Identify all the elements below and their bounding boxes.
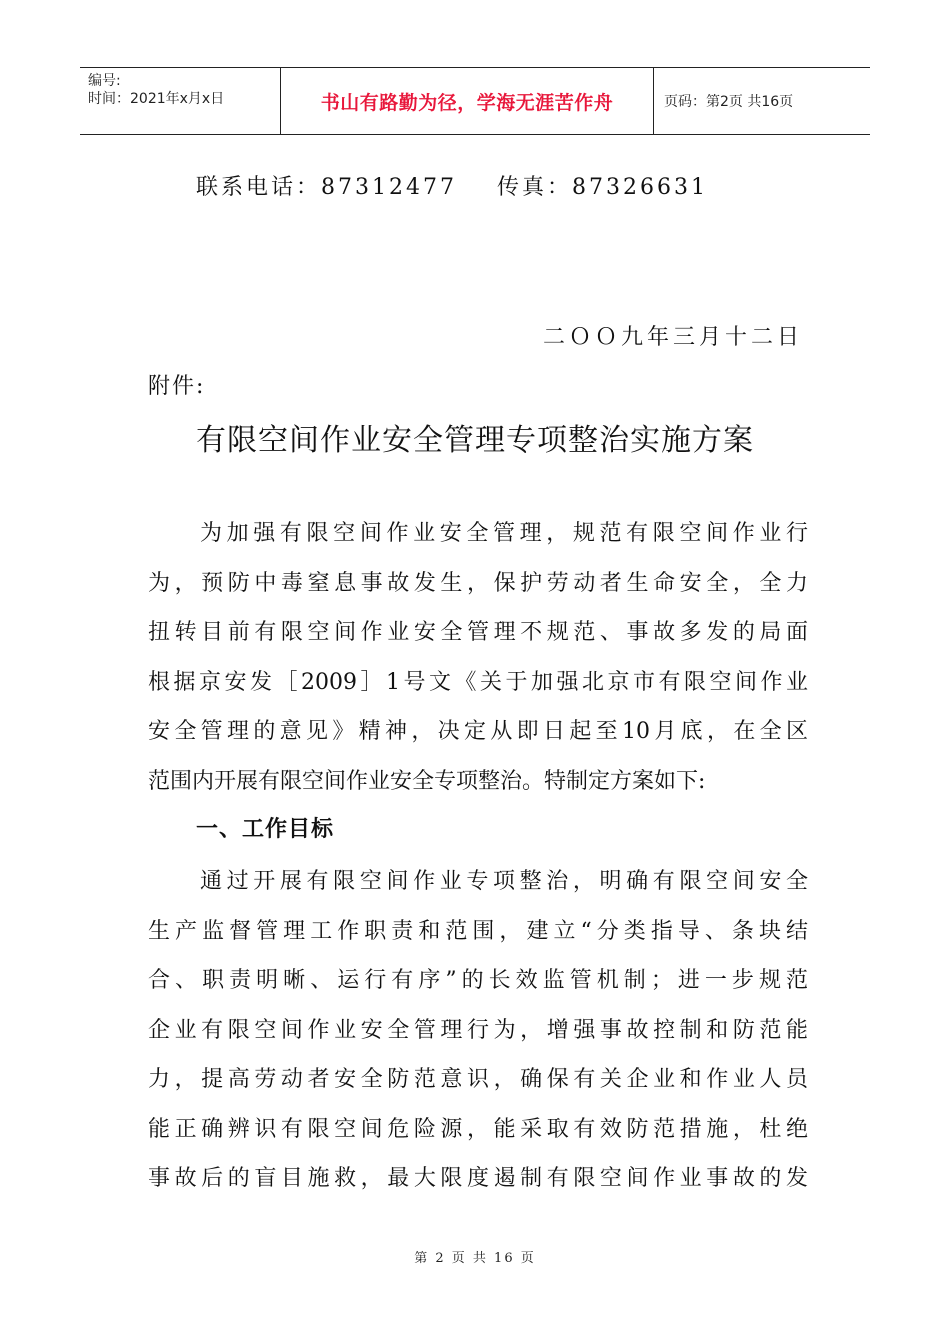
contact-phone: 联系电话：87312477 <box>196 175 457 200</box>
contact-fax: 传真：87326631 <box>496 175 708 200</box>
document-title: 有限空间作业安全管理专项整治实施方案 <box>196 423 754 458</box>
section1-line: 合、职责明晰、运行有序”的长效监管机制；进一步规范 <box>148 968 808 993</box>
intro-line: 根据京安发［2009］1号文《关于加强北京市有限空间作业 <box>148 669 808 695</box>
section1-paragraph <box>148 857 808 1204</box>
intro-line: 扭转目前有限空间作业安全管理不规范、事故多发的局面 <box>148 620 808 645</box>
section1-line: 生产监督管理工作职责和范围，建立“分类指导、条块结 <box>148 918 808 944</box>
header-motto: 书山有路勤为径，学海无涯苦作舟 <box>281 68 654 134</box>
number-label: 编号: <box>88 73 121 89</box>
intro-paragraph <box>148 509 808 806</box>
page-footer: 第 2 页 共 16 页 <box>414 1251 536 1266</box>
header-page-info: 页码：第2页 共16页 <box>664 94 794 110</box>
contact-line <box>196 170 708 201</box>
header-meta-cell <box>80 68 281 134</box>
intro-line: 为加强有限空间作业安全管理，规范有限空间作业行 <box>200 521 808 546</box>
time-label: 时间：2021年x月x日 <box>88 91 225 107</box>
document-date: 二ＯＯ九年三月十二日 <box>542 325 803 350</box>
section1-line: 企业有限空间作业安全管理行为，增强事故控制和防范能 <box>148 1017 808 1043</box>
intro-line: 安全管理的意见》精神，决定从即日起至10月底，在全区 <box>148 719 808 744</box>
section1-line: 事故后的盲目施救，最大限度遏制有限空间作业事故的发 <box>148 1166 808 1191</box>
header-table <box>80 67 870 135</box>
section1-line: 能正确辨识有限空间危险源，能采取有效防范措施，杜绝 <box>148 1116 808 1142</box>
intro-line: 为，预防中毒窒息事故发生，保护劳动者生命安全，全力 <box>148 570 808 596</box>
intro-line: 范围内开展有限空间作业安全专项整治。特制定方案如下: <box>148 768 706 794</box>
section1-line: 通过开展有限空间作业专项整治，明确有限空间安全 <box>200 869 808 894</box>
section1-line: 力，提高劳动者安全防范意识，确保有关企业和作业人员 <box>148 1067 808 1092</box>
section-heading: 一、工作目标 <box>196 817 335 842</box>
attachment-label: 附件: <box>148 374 206 399</box>
